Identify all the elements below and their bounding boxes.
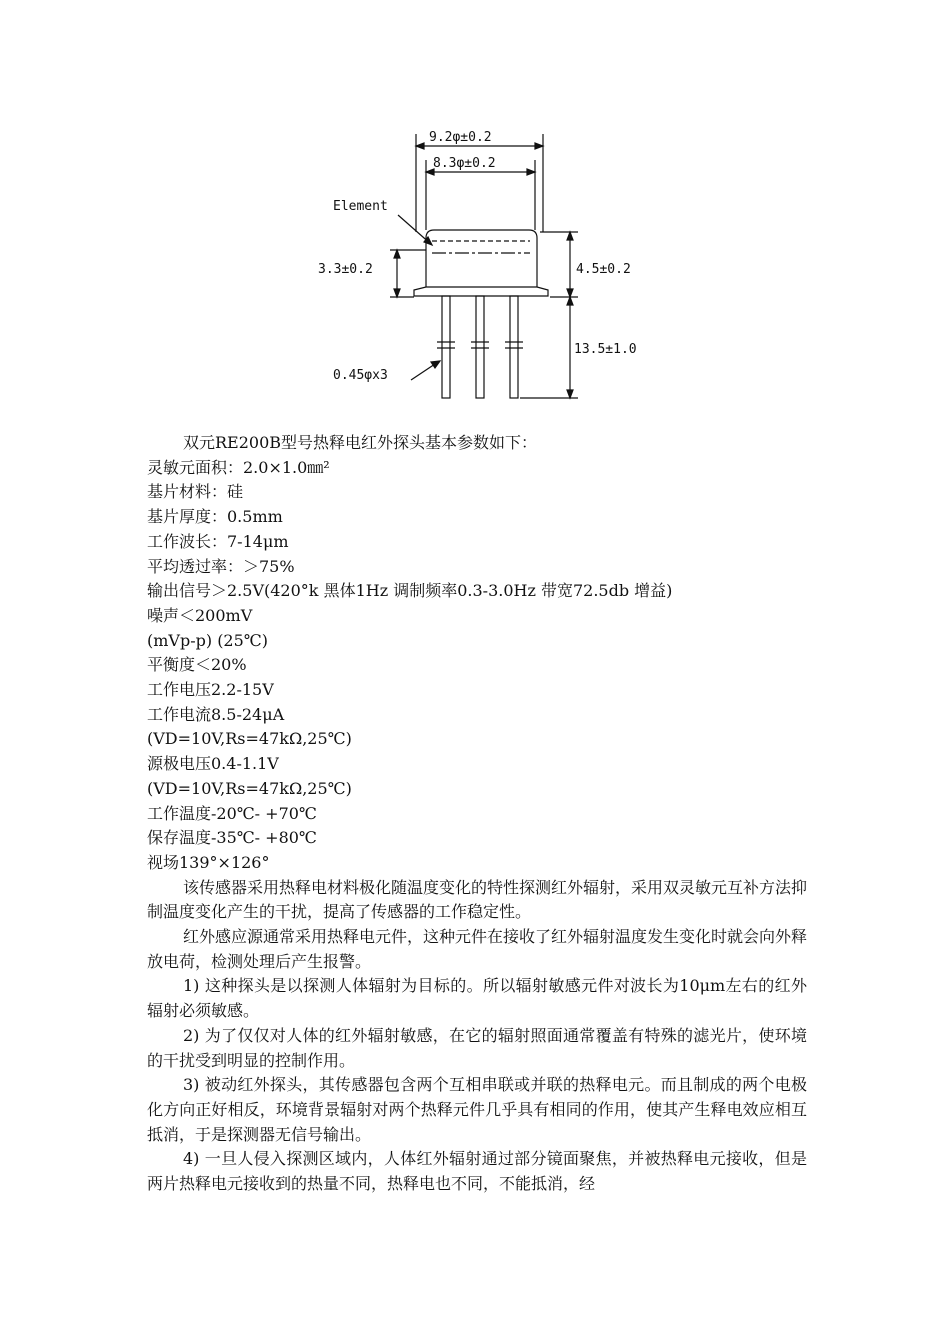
spec-line: 输出信号＞2.5V(420°k 黑体1Hz 调制频率0.3-3.0Hz 带宽72.5db 增益) [147, 581, 673, 601]
paragraph: 3) 被动红外探头，其传感器包含两个互相串联或并联的热释电元。而且制成的两个电极化方向正好相反，环境背景辐射对两个热释元件几乎具有相同的作用，使其产生释电效应相互抵消，于是探测器无信号输出。 [147, 1075, 807, 1144]
spec-line: (VD=10V,Rs=47kΩ,25℃) [147, 729, 352, 749]
spec-line: 平衡度＜20% [147, 655, 247, 675]
paragraph: 4) 一旦人侵入探测区域内，人体红外辐射通过部分镜面聚焦，并被热释电元接收，但是两片热释电元接收到的热量不同，热释电也不同，不能抵消，经 [147, 1149, 807, 1194]
document-body [147, 431, 807, 1197]
spec-line: (mVp-p) (25℃) [147, 630, 268, 650]
spec-line: (VD=10V,Rs=47kΩ,25℃) [147, 778, 352, 798]
spec-line: 工作电流8.5-24μA [147, 704, 285, 724]
spec-line: 保存温度-35℃- +80℃ [147, 828, 317, 848]
spec-line: 基片厚度：0.5mm [147, 507, 283, 527]
spec-line: 噪声＜200mV [147, 605, 253, 625]
dim-body-height: 4.5±0.2 [576, 262, 631, 277]
spec-line: 工作温度-20℃- +70℃ [147, 803, 317, 823]
dim-lead-length: 13.5±1.0 [574, 342, 637, 357]
spec-line: 工作波长：7-14μm [147, 531, 289, 551]
paragraph: 红外感应源通常采用热释电元件，这种元件在接收了红外辐射温度发生变化时就会向外释放电荷，检测处理后产生报警。 [147, 927, 808, 971]
dim-pin: 0.45φx3 [333, 368, 388, 383]
spec-intro: 双元RE200B型号热释电红外探头基本参数如下： [183, 433, 538, 452]
dim-inner-diameter: 8.3φ±0.2 [433, 156, 496, 171]
paragraph: 2) 为了仅仅对人体的红外辐射敏感，在它的辐射照面通常覆盖有特殊的滤光片，使环境的干扰受到明显的控制作用。 [147, 1025, 807, 1070]
paragraph: 1) 这种探头是以探测人体辐射为目标的。所以辐射敏感元件对波长为10μm左右的红外辐射必须敏感。 [147, 976, 807, 1021]
spec-line: 视场139°×126° [147, 852, 270, 872]
spec-line: 工作电压2.2-15V [147, 680, 274, 700]
element-label: Element [333, 199, 388, 214]
spec-line: 源极电压0.4-1.1V [147, 754, 279, 774]
dim-outer-diameter: 9.2φ±0.2 [429, 130, 492, 145]
spec-line: 基片材料：硅 [147, 482, 244, 502]
spec-line: 平均透过率：＞75% [147, 556, 295, 576]
dim-left-height: 3.3±0.2 [318, 262, 373, 277]
sensor-dimension-diagram [300, 122, 680, 412]
spec-list [147, 456, 807, 876]
spec-line: 灵敏元面积：2.0×1.0㎜² [147, 457, 330, 477]
paragraph: 该传感器采用热释电材料极化随温度变化的特性探测红外辐射，采用双灵敏元互补方法抑制温度变化产生的干扰，提高了传感器的工作稳定性。 [147, 877, 808, 922]
